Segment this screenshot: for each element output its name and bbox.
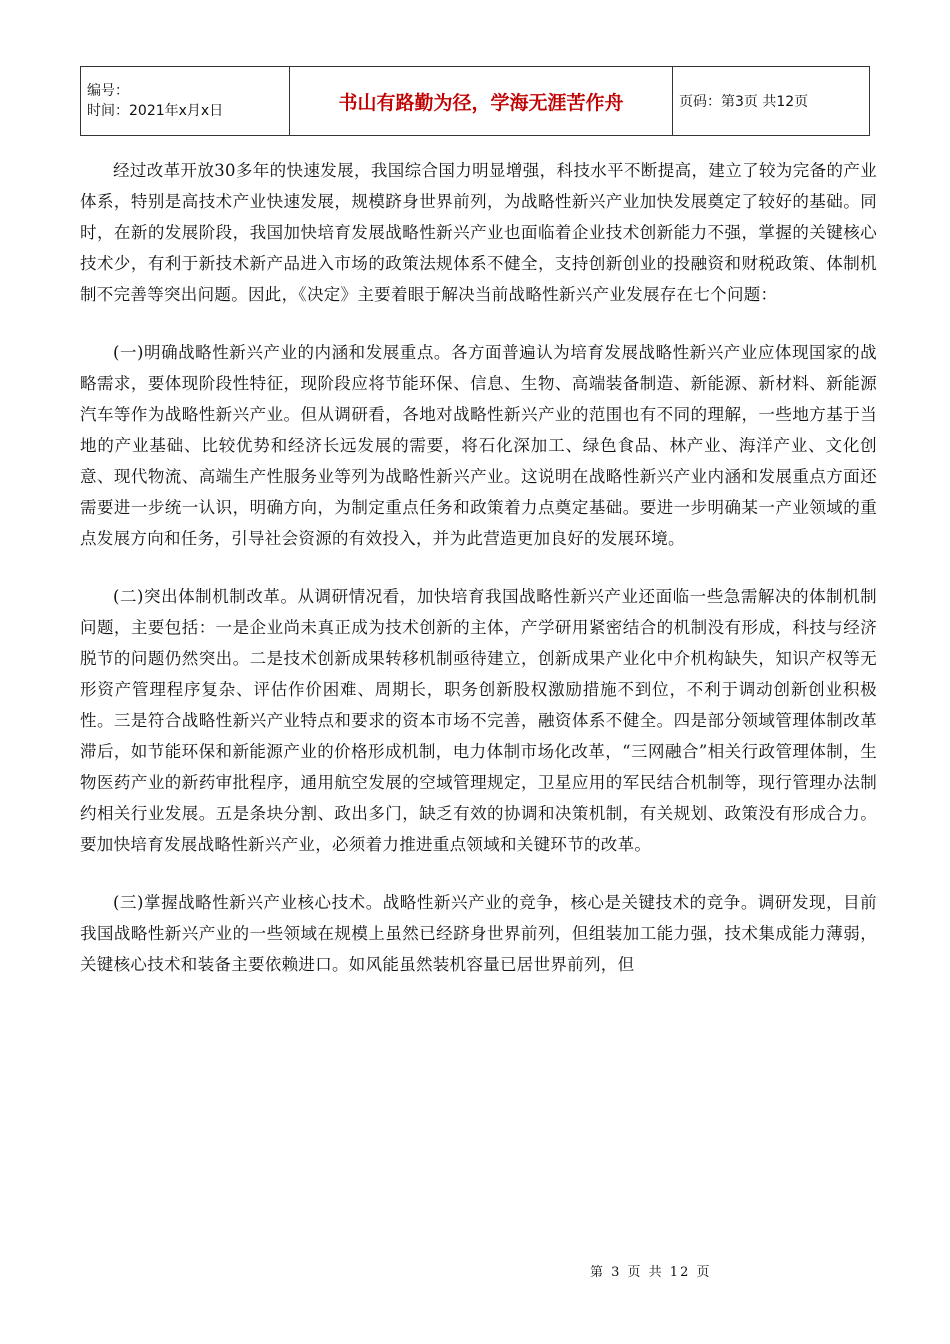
motto: 书山有路勤为径，学海无涯苦作舟 bbox=[290, 67, 673, 136]
header-info-cell bbox=[81, 67, 290, 136]
paragraph-section-1: (一)明确战略性新兴产业的内涵和发展重点。各方面普遍认为培育发展战略性新兴产业应体现国家的战略需求，要体现阶段性特征，现阶段应将节能环保、信息、生物、高端装备制造、新能源、新材料、新能源汽车等作为战略性新兴产业。但从调研看，各地对战略性新兴产业的范围也有不同的理解，一些地方基于当地的产业基础、比较优势和经济长远发展的需要，将石化深加工、绿色食品、林产业、海洋产业、文化创意、现代物流、高端生产性服务业等列为战略性新兴产业。这说明在战略性新兴产业内涵和发展重点方面还需要进一步统一认识，明确方向，为制定重点任务和政策着力点奠定基础。要进一步明确某一产业领域的重点发展方向和任务，引导社会资源的有效投入，并为此营造更加良好的发展环境。 bbox=[80, 343, 877, 548]
paragraph-section-2: (二)突出体制机制改革。从调研情况看，加快培育我国战略性新兴产业还面临一些急需解决的体制机制问题，主要包括：一是企业尚未真正成为技术创新的主体，产学研用紧密结合的机制没有形成，科技与经济脱节的问题仍然突出。二是技术创新成果转移机制亟待建立，创新成果产业化中介机构缺失，知识产权等无形资产管理程序复杂、评估作价困难、周期长，职务创新股权激励措施不到位，不利于调动创新创业积极性。三是符合战略性新兴产业特点和要求的资本市场不完善，融资体系不健全。四是部分领域管理体制改革滞后，如节能环保和新能源产业的价格形成机制，电力体制市场化改革，“三网融合”相关行政管理体制，生物医药产业的新药审批程序，通用航空发展的空域管理规定，卫星应用的军民结合机制等，现行管理办法制约相关行业发展。五是条块分割、政出多门，缺乏有效的协调和决策机制，有关规划、政策没有形成合力。要加快培育发展战略性新兴产业，必须着力推进重点领域和关键环节的改革。 bbox=[80, 587, 877, 854]
page-footer: 第 3 页 共 12 页 bbox=[590, 1265, 712, 1280]
document-header bbox=[80, 66, 870, 136]
number-label: 编号： bbox=[87, 83, 129, 99]
page-indicator: 页码：第3页 共12页 bbox=[673, 67, 870, 136]
document-body bbox=[80, 155, 877, 1007]
paragraph-section-3: (三)掌握战略性新兴产业核心技术。战略性新兴产业的竞争，核心是关键技术的竞争。调研发现，目前我国战略性新兴产业的一些领域在规模上虽然已经跻身世界前列，但组装加工能力强，技术集成能力薄弱，关键核心技术和装备主要依赖进口。如风能虽然装机容量已居世界前列，但 bbox=[80, 893, 877, 974]
date-label: 时间：2021年x月x日 bbox=[87, 103, 224, 119]
paragraph-intro: 经过改革开放30多年的快速发展，我国综合国力明显增强，科技水平不断提高，建立了较为完备的产业体系，特别是高技术产业快速发展，规模跻身世界前列，为战略性新兴产业加快发展奠定了较好的基础。同时，在新的发展阶段，我国加快培育发展战略性新兴产业也面临着企业技术创新能力不强，掌握的关键核心技术少，有利于新技术新产品进入市场的政策法规体系不健全，支持创新创业的投融资和财税政策、体制机制不完善等突出问题。因此，《决定》主要着眼于解决当前战略性新兴产业发展存在七个问题： bbox=[80, 161, 877, 304]
